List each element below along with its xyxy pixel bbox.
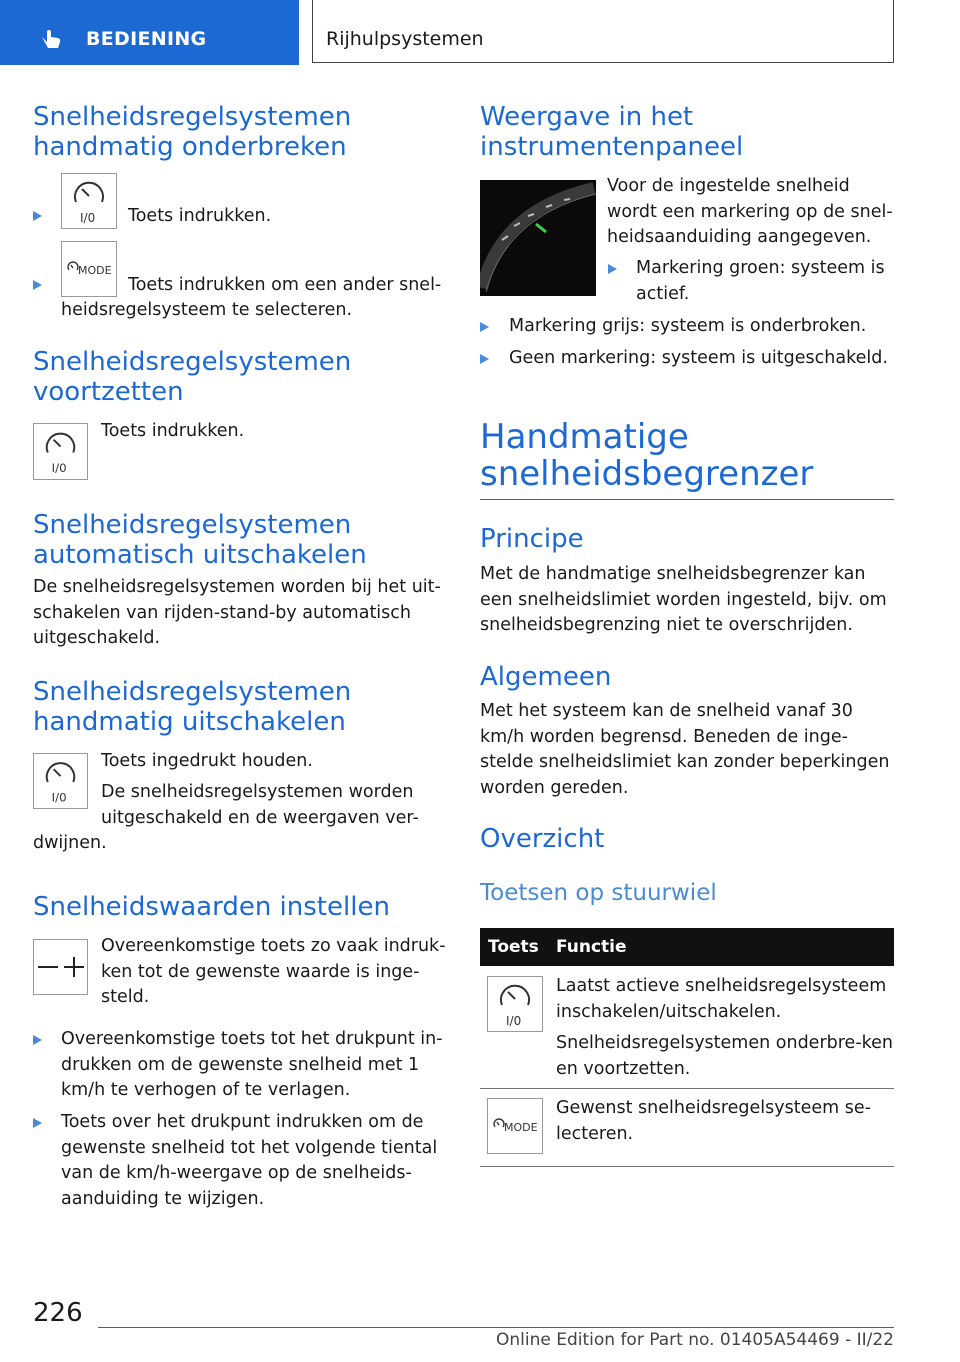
display-item2: Markering grijs: systeem is onderbroken. — [509, 316, 867, 336]
column-header-function: Functie — [556, 937, 627, 957]
display-item1: Markering groen: systeem is actief. — [636, 258, 885, 304]
section-tab — [0, 0, 299, 65]
heading-manual-off: Snelheidsregelsystemen handmatig uitschakelen — [33, 677, 352, 737]
column-header-button: Toets — [488, 937, 539, 957]
heading-steering-buttons: Toetsen op stuurwiel — [480, 880, 717, 906]
manual-off-text2-first: De snelheidsregelsystemen worden uitgeschakeld en de weergaven ver- — [101, 782, 419, 828]
table-header — [480, 928, 894, 966]
svg-text:I/0: I/0 — [51, 790, 67, 805]
bullet-icon — [33, 211, 42, 221]
hand-pointer-icon — [38, 24, 64, 50]
pause-item1: Toets indrukken. — [128, 206, 272, 226]
principle-text: Met de handmatige snelheidsbegrenzer kan een snelheidslimiet worden ingesteld, bijv. om snelheidsbegrenzing niet te overschrijden. — [480, 564, 887, 635]
bullet-icon — [480, 322, 489, 332]
mode-button-icon — [487, 1098, 543, 1154]
set-item1: Overeenkomstige toets tot het drukpunt in-drukken om de gewenste snelheid met 1 km/h te verhogen of te verlagen. — [61, 1029, 443, 1100]
svg-text:MODE: MODE — [504, 1121, 538, 1134]
svg-text:I/0: I/0 — [51, 461, 67, 476]
heading-resume: Snelheidsregelsystemen voortzetten — [33, 347, 352, 407]
heading-overview: Overzicht — [480, 824, 605, 854]
minus-plus-button-icon — [33, 939, 88, 995]
svg-text:MODE: MODE — [78, 264, 112, 277]
table-row-divider — [480, 1088, 894, 1089]
auto-off-text: De snelheidsregelsystemen worden bij het uit-schakelen van rijden-stand-by automatisch uitgeschakeld. — [33, 577, 441, 648]
display-text: Voor de ingestelde snelheid wordt een markering op de snel-heidsaanduiding aangegeven. — [607, 176, 893, 247]
footer-divider — [98, 1327, 894, 1328]
table-row1-text2: Snelheidsregelsystemen onderbre-ken en voortzetten. — [556, 1033, 894, 1079]
heading-principle: Principe — [480, 524, 584, 554]
set-item2: Toets over het drukpunt indrukken om de gewenste snelheid tot het volgende tiental van de km/h-weergave op de snelheids-aanduiding te wijzigen. — [61, 1112, 438, 1209]
bullet-icon — [33, 1035, 42, 1045]
pause-item2-first: Toets indrukken om een ander snel- — [128, 275, 442, 295]
bullet-icon — [33, 280, 42, 290]
table-row1-text1: Laatst actieve snelheidsregelsysteem inschakelen/uitschakelen. — [556, 976, 887, 1022]
general-text: Met het systeem kan de snelheid vanaf 30 km/h worden begrensd. Beneden de inge-stelde snelheidslimiet kan zonder beperkingen worden gereden. — [480, 701, 890, 798]
edition-note: Online Edition for Part no. 01405A54469 - II/22 — [495, 1330, 894, 1350]
heading-set-values: Snelheidswaarden instellen — [33, 892, 390, 922]
speed-io-button-icon — [487, 976, 543, 1032]
speed-io-button-icon — [33, 423, 88, 480]
svg-text:I/0: I/0 — [80, 211, 96, 225]
heading-divider — [480, 499, 894, 500]
heading-general: Algemeen — [480, 662, 612, 692]
bullet-icon — [33, 1118, 42, 1128]
heading-display: Weergave in het instrumentenpaneel — [480, 102, 744, 162]
chapter-tab — [312, 0, 894, 63]
bullet-icon — [480, 354, 489, 364]
chapter-title: Rijhulpsystemen — [326, 28, 484, 50]
heading-pause: Snelheidsregelsystemen handmatig onderbreken — [33, 102, 352, 162]
speed-io-button-icon — [33, 753, 88, 809]
section-title: BEDIENING — [86, 28, 207, 50]
mode-button-icon — [61, 241, 117, 297]
display-item3: Geen markering: systeem is uitgeschakeld. — [509, 348, 888, 368]
bullet-icon — [608, 264, 617, 274]
speed-io-button-icon — [61, 173, 117, 229]
instrument-cluster-image — [480, 180, 596, 296]
heading-speed-limiter: Handmatige snelheidsbegrenzer — [480, 417, 814, 494]
pause-item2-second: heidsregelsysteem te selecteren. — [61, 300, 353, 320]
set-text: Overeenkomstige toets zo vaak indruk-ken tot de gewenste waarde is inge-steld. — [101, 936, 446, 1007]
resume-text: Toets indrukken. — [101, 421, 245, 441]
heading-auto-off: Snelheidsregelsystemen automatisch uitschakelen — [33, 510, 367, 570]
manual-off-text2-last: dwijnen. — [33, 833, 107, 853]
table-row-divider — [480, 1166, 894, 1167]
table-row2-text: Gewenst snelheidsregelsysteem se-lecteren. — [556, 1098, 871, 1144]
page-number: 226 — [33, 1298, 83, 1328]
svg-text:I/0: I/0 — [506, 1014, 522, 1028]
manual-off-text1: Toets ingedrukt houden. — [101, 751, 313, 771]
